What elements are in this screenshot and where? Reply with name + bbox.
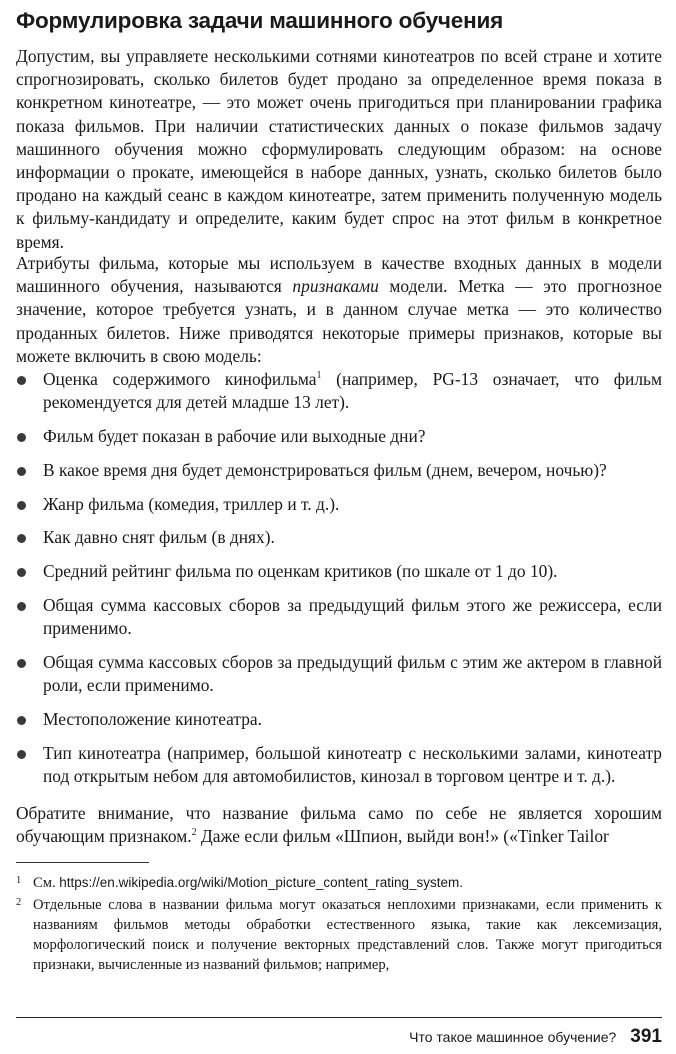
bullet-icon — [17, 716, 26, 725]
list-item: В какое время дня будет демонстрироваться фильм (днем, вечером, ночью)? — [16, 459, 662, 482]
page-number: 391 — [630, 1026, 662, 1047]
footnotes — [16, 873, 662, 975]
bullet-icon — [17, 602, 26, 611]
running-footer — [409, 1026, 662, 1048]
list-item: Как давно снят фильм (в днях). — [16, 526, 662, 549]
bullet-icon — [17, 534, 26, 543]
bullet-icon — [17, 750, 26, 759]
bullet-icon — [17, 467, 26, 476]
feature-list — [16, 368, 662, 799]
list-item: Тип кинотеатра (например, большой кинотеатр с несколькими залами, кинотеатр под открытым небом для автомобилистов, кинозал в торговом центре и т. д.). — [16, 742, 662, 788]
footnote-link[interactable]: https://en.wikipedia.org/wiki/Motion_picture_content_rating_system. — [59, 875, 463, 890]
list-item: Общая сумма кассовых сборов за предыдущий фильм с этим же актером в главной роли, если применимо. — [16, 651, 662, 697]
footnote-2: 2 Отдельные слова в названии фильма могут оказаться неплохими признаками, если применить к названиям фильмов методы обработки естественного языка, такие как лексемизация, морфологический поиск и получение векторных представлений слов. Также могут пригодиться признаки, вычисленные из названий фильмов; например, — [16, 895, 662, 975]
intro-paragraph: Допустим, вы управляете несколькими сотнями кинотеатров по всей стране и хотите спрогнозировать, сколько билетов будет продано за определенное время показа в конкретном кинотеатре, — это может очень пригодиться при планировании графика показа фильмов. При наличии статистических данных о показе фильмов задачу машинного обучения можно сформулировать следующим образом: на основе информации о прокате, имеющейся в наборе данных, узнать, сколько билетов было продано на каждый сеанс в каждом кинотеатре, затем применить полученную модель к фильму-кандидату и определите, каким будет спрос на этот фильм в конкретное время. — [16, 46, 662, 252]
footnote-ref: 1 — [316, 370, 322, 382]
bullet-icon — [17, 433, 26, 442]
list-item: Оценка содержимого кинофильма$^1$ (например, PG-13 означает, что фильм рекомендуется для детей младше 13 лет). — [16, 368, 662, 414]
features-paragraph — [16, 252, 662, 368]
list-item: Средний рейтинг фильма по оценкам критиков (по шкале от 1 до 10). — [16, 560, 662, 583]
footnote-ref: 2 — [191, 827, 197, 839]
list-item: Местоположение кинотеатра. — [16, 708, 662, 731]
footnote-divider — [16, 862, 149, 863]
bullet-icon — [17, 376, 26, 385]
list-item: Жанр фильма (комедия, триллер и т. д.). — [16, 493, 662, 516]
list-item: Общая сумма кассовых сборов за предыдущий фильм этого же режиссера, если применимо. — [16, 594, 662, 640]
section-heading: Формулировка задачи машинного обучения — [16, 8, 504, 33]
features-paragraph-after: модели. Метка — это прогнозное значение, которое требуется узнать, и в данном случае метка — это количество проданных билетов. Ниже приводятся некоторые примеры признаков, которые вы можете включить в свою модель: — [16, 276, 662, 366]
footer-divider — [16, 1017, 662, 1018]
footer-section-title: Что такое машинное обучение? — [409, 1029, 617, 1045]
bullet-icon — [17, 659, 26, 668]
features-paragraph-before: Атрибуты фильма, которые мы используем в качестве входных данных в модели машинного обучения, называются — [16, 253, 662, 297]
bullet-icon — [17, 501, 26, 510]
footnote-number: 2 — [16, 897, 22, 908]
closing-paragraph: Обратите внимание, что название фильма само по себе не является хорошим обучающим признаком.$^2$ Даже если фильм «Шпион, выйди вон!» («Tinker Tailor — [16, 803, 662, 847]
footnote-number: 1 — [16, 875, 22, 886]
features-term: признаками — [292, 276, 379, 297]
list-item: Фильм будет показан в рабочие или выходные дни? — [16, 425, 662, 448]
footnote-1: 1 См. https://en.wikipedia.org/wiki/Motion_picture_content_rating_system. — [16, 873, 662, 893]
bullet-icon — [17, 568, 26, 577]
